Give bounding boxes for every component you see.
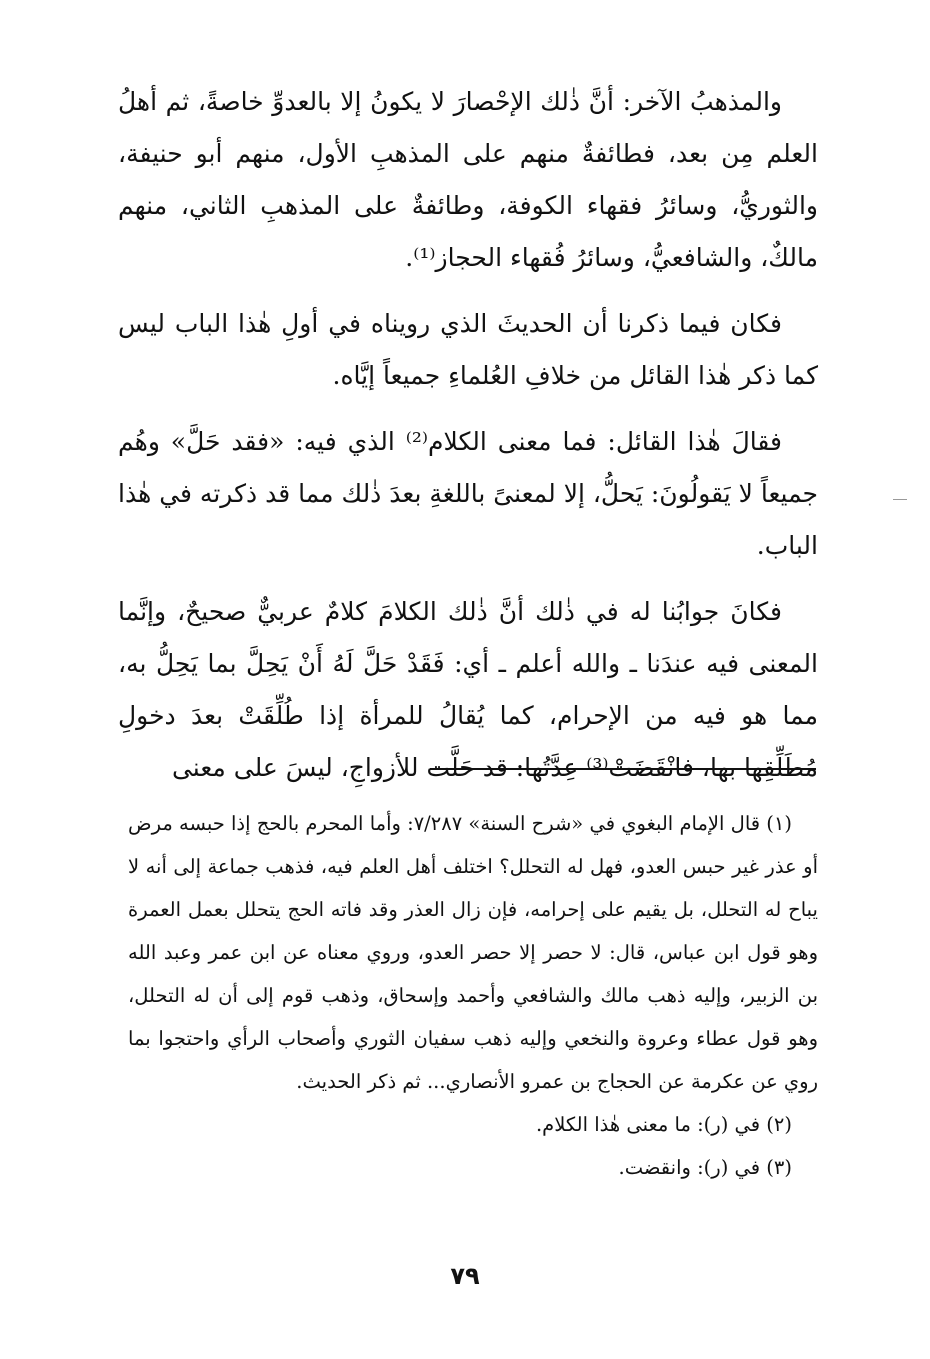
footnote-2: (٢) في (ر): ما معنى هٰذا الكلام. (535, 1113, 792, 1136)
footnote-separator (430, 768, 816, 770)
paragraph-3: فقالَ هٰذا القائل: فما معنى الكلام⁽²⁾ الذي فيه: «فقد حَلَّ» وهُم جميعاً لا يَقولُونَ: يَحلُّ، إلا لمعنىً باللغةِ بعدَ ذٰلك مما قد ذكرته في هٰذا الباب. (118, 427, 818, 560)
main-text (118, 76, 818, 808)
page-number: ٧٩ (450, 1262, 480, 1290)
footnote-3: (٣) في (ر): وانقضت. (618, 1156, 792, 1179)
paragraph-1: والمذهبُ الآخر: أنَّ ذٰلك الإحْصارَ لا يكونُ إلا بالعدوِّ خاصةً، ثم أهلُ العلم مِن بعد، فطائفةٌ منهم على المذهبِ الأول، منهم أبو حنيفة، والثوريُّ، وسائرُ فقهاء الكوفة، وطائفةٌ على المذهبِ الثاني، منهم مالكٌ، والشافعيُّ، وسائرُ فُقهاء الحجاز⁽¹⁾. (118, 87, 818, 272)
paragraph-4: فكانَ جوابُنا له في ذٰلك أنَّ ذٰلك الكلامَ كلامٌ عربيٌّ صحيحٌ، وإنَّما المعنى فيه عندَنا ـ والله أعلم ـ أي: فَقَدْ حَلَّ لَهُ أَنْ يَحِلَّ بما يَحِلُّ به، مما هو فيه من الإحرام، كما يُقالُ للمرأة إذا طُلِّقَتْ بعدَ دخولِ مُطَلِّقِها بها، فانْقَضَتْ⁽³⁾ عِدَّتُها: قد حَلَّت للأزواجِ، ليسَ على معنى (118, 597, 818, 782)
footnotes (128, 802, 818, 1189)
margin-mark (893, 499, 907, 500)
paragraph-2: فكان فيما ذكرنا أن الحديثَ الذي رويناه في أولِ هٰذا الباب ليس كما ذكر هٰذا القائل من خلافِ العُلماءِ جميعاً إيَّاه. (118, 309, 818, 390)
footnote-1: (١) قال الإمام البغوي في «شرح السنة» ٧/٢٨٧: وأما المحرم بالحج إذا حبسه مرض أو عذر غير حبس العدو، فهل له التحلل؟ اختلف أهل العلم فيه، فذهب جماعة إلى أنه لا يباح له التحلل، بل يقيم على إحرامه، فإن زال العذر وقد فاته الحج يتحلل بعمل العمرة وهو قول ابن عباس، قال: لا حصر إلا حصر العدو، وروي معناه عن ابن عمر وعبد الله بن الزبير، وإليه ذهب مالك والشافعي وأحمد وإسحاق، وذهب قوم إلى أن له التحلل، وهو قول عطاء وعروة والنخعي وإليه ذهب سفيان الثوري وأصحاب الرأي واحتجوا بما روي عن عكرمة عن الحجاج بن عمرو الأنصاري... ثم ذكر الحديث. (128, 812, 818, 1093)
